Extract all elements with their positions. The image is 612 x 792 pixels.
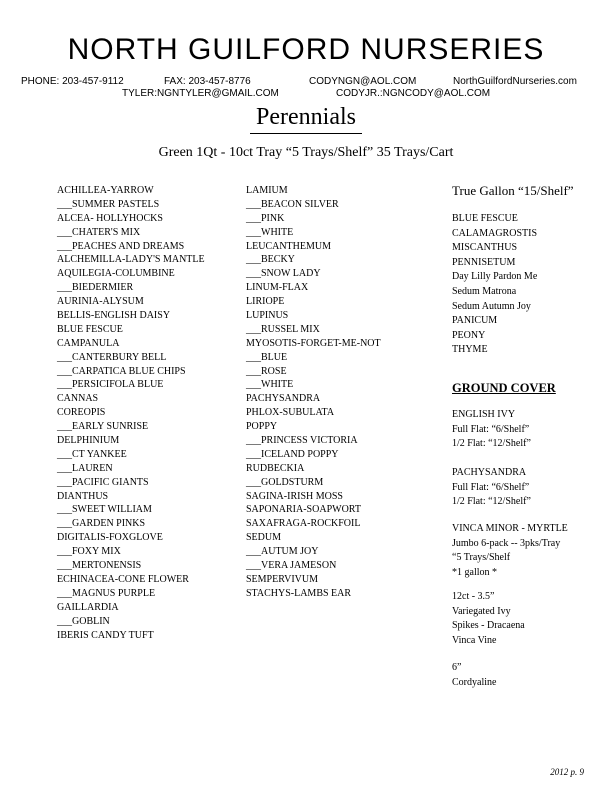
- ground-cover-line: 12ct - 3.5”: [452, 591, 495, 602]
- plant-item: ALCHEMILLA-LADY'S MANTLE: [57, 254, 205, 266]
- website-link[interactable]: NorthGuilfordNurseries.com: [453, 76, 577, 87]
- plant-item: ___CANTERBURY BELL: [57, 351, 167, 363]
- plant-item: RUDBECKIA: [246, 462, 305, 474]
- ground-cover-line: Vinca Vine: [452, 634, 497, 646]
- plant-item: MYOSOTIS-FORGET-ME-NOT: [246, 337, 381, 349]
- ground-cover-ivy: [452, 408, 531, 452]
- ground-cover-line: ENGLISH IVY: [452, 409, 516, 420]
- true-gallon-item: PENNISETUM: [452, 256, 516, 268]
- plant-item: ___GOBLIN: [57, 615, 110, 627]
- plant-item: ___GARDEN PINKS: [57, 518, 146, 530]
- true-gallon-item: Day Lilly Pardon Me: [452, 271, 538, 283]
- page-number: 2012 p. 9: [550, 767, 584, 777]
- fax-text: FAX: 203-457-8776: [164, 76, 251, 87]
- plant-item: LIRIOPE: [246, 296, 285, 308]
- ground-cover-12ct: [452, 590, 525, 648]
- plant-item: ___CHATER'S MIX: [57, 226, 141, 238]
- ground-cover-line: PACHYSANDRA: [452, 467, 527, 478]
- plant-item: AQUILEGIA-COLUMBINE: [57, 268, 175, 280]
- ground-cover-6in: [452, 661, 496, 690]
- plant-item: IBERIS CANDY TUFT: [57, 629, 154, 641]
- plant-item: ___AUTUM JOY: [246, 546, 319, 558]
- ground-cover-line: Spikes - Dracaena: [452, 620, 525, 632]
- company-title: NORTH GUILFORD NURSERIES: [67, 33, 545, 66]
- email-tyler[interactable]: TYLER:NGNTYLER@GMAIL.COM: [122, 88, 279, 99]
- ground-cover-line: Full Flat: “6/Shelf”: [452, 423, 530, 435]
- true-gallon-item: Sedum Matrona: [452, 285, 517, 297]
- tray-info-subtitle: Green 1Qt - 10ct Tray “5 Trays/Shelf” 35 Trays/Cart: [158, 145, 454, 160]
- plant-item: ___WHITE: [246, 226, 294, 238]
- plant-item: DIANTHUS: [57, 490, 109, 502]
- true-gallon-item: CALAMAGROSTIS: [452, 227, 538, 239]
- plant-item: LEUCANTHEMUM: [246, 240, 331, 252]
- plant-item: CANNAS: [57, 393, 99, 405]
- ground-cover-vinca: [452, 522, 568, 580]
- plant-item: ___RUSSEL MIX: [246, 323, 320, 335]
- plant-item: ___CARPATICA BLUE CHIPS: [57, 365, 186, 377]
- section-title: Perennials: [256, 104, 356, 130]
- ground-cover-line: 6”: [452, 662, 462, 673]
- ground-cover-line: 1/2 Flat: “12/Shelf”: [452, 496, 531, 508]
- plant-item: COREOPIS: [57, 407, 106, 419]
- ground-cover-line: Jumbo 6-pack -- 3pks/Tray: [452, 537, 561, 549]
- true-gallon-item: BLUE FESCUE: [452, 213, 518, 224]
- plant-item: CAMPANULA: [57, 337, 120, 349]
- ground-cover-line: VINCA MINOR - MYRTLE: [452, 523, 568, 534]
- ground-cover-line: Cordyaline: [452, 676, 497, 688]
- plant-item: ___SNOW LADY: [246, 268, 321, 280]
- plant-item: LAMIUM: [246, 185, 288, 196]
- plant-item: LINUM-FLAX: [246, 282, 309, 294]
- plant-item: ___ICELAND POPPY: [246, 448, 339, 460]
- plant-item: ___EARLY SUNRISE: [57, 421, 149, 433]
- perennials-column-1: [57, 184, 205, 642]
- plant-item: ___CT YANKEE: [57, 448, 127, 460]
- ground-cover-line: Full Flat: “6/Shelf”: [452, 481, 530, 493]
- plant-item: ___MAGNUS PURPLE: [57, 587, 156, 599]
- plant-item: BELLIS-ENGLISH DAISY: [57, 310, 171, 322]
- plant-item: ACHILLEA-YARROW: [57, 185, 154, 196]
- ground-cover-line: Variegated Ivy: [452, 605, 511, 617]
- plant-item: SAXAFRAGA-ROCKFOIL: [246, 518, 361, 530]
- plant-item: GAILLARDIA: [57, 601, 119, 613]
- plant-item: SEDUM: [246, 532, 282, 544]
- plant-item: SEMPERVIVUM: [246, 573, 318, 585]
- plant-item: ___LAUREN: [57, 462, 113, 474]
- true-gallon-heading: True Gallon “15/Shelf”: [452, 183, 574, 198]
- plant-item: ___MERTONENSIS: [57, 560, 142, 572]
- email-codyjr[interactable]: CODYJR.:NGNCODY@AOL.COM: [336, 88, 491, 99]
- plant-item: SAPONARIA-SOAPWORT: [246, 504, 361, 516]
- true-gallon-item: MISCANTHUS: [452, 242, 518, 254]
- plant-item: DIGITALIS-FOXGLOVE: [57, 532, 163, 544]
- true-gallon-item: THYME: [452, 344, 488, 356]
- email-cody[interactable]: CODYNGN@AOL.COM: [309, 76, 417, 87]
- plant-item: ___VERA JAMESON: [246, 560, 337, 572]
- ground-cover-heading: GROUND COVER: [452, 381, 556, 395]
- plant-item: BLUE FESCUE: [57, 323, 123, 335]
- phone-text: PHONE: 203-457-9112: [21, 76, 124, 87]
- plant-item: ___BIEDERMIER: [57, 282, 134, 294]
- true-gallon-item: Sedum Autumn Joy: [452, 300, 531, 312]
- plant-item: SAGINA-IRISH MOSS: [246, 490, 343, 502]
- plant-item: ___PERSICIFOLA BLUE: [57, 379, 164, 391]
- plant-item: ___GOLDSTURM: [246, 476, 324, 488]
- true-gallon-item: PANICUM: [452, 315, 498, 327]
- ground-cover-line: *1 gallon *: [452, 566, 497, 578]
- true-gallon-item: PEONY: [452, 329, 486, 341]
- ground-cover-line: 1/2 Flat: “12/Shelf”: [452, 438, 531, 450]
- title-underline: [250, 133, 362, 134]
- plant-item: DELPHINIUM: [57, 435, 120, 447]
- plant-item: STACHYS-LAMBS EAR: [246, 587, 352, 599]
- plant-item: ___ROSE: [246, 365, 287, 377]
- plant-item: ___WHITE: [246, 379, 294, 391]
- ground-cover-pachysandra: [452, 466, 531, 510]
- plant-item: ___PACIFIC GIANTS: [57, 476, 149, 488]
- plant-item: ___SWEET WILLIAM: [57, 504, 152, 516]
- plant-item: POPPY: [246, 421, 278, 433]
- true-gallon-list: [452, 212, 537, 358]
- plant-item: ___BEACON SILVER: [246, 198, 339, 210]
- plant-item: PHLOX-SUBULATA: [246, 407, 335, 419]
- plant-item: ___PINK: [246, 212, 285, 224]
- plant-item: ___SUMMER PASTELS: [57, 198, 160, 210]
- plant-item: ___PEACHES AND DREAMS: [57, 240, 185, 252]
- ground-cover-line: “5 Trays/Shelf: [452, 552, 511, 564]
- plant-item: ECHINACEA-CONE FLOWER: [57, 573, 189, 585]
- plant-item: AURINIA-ALYSUM: [57, 296, 144, 308]
- perennials-column-2: [246, 184, 381, 601]
- plant-item: ALCEA- HOLLYHOCKS: [57, 212, 163, 224]
- plant-item: ___BECKY: [246, 254, 295, 266]
- plant-item: ___FOXY MIX: [57, 546, 121, 558]
- plant-item: ___BLUE: [246, 351, 288, 363]
- plant-item: ___PRINCESS VICTORIA: [246, 435, 358, 447]
- plant-item: PACHYSANDRA: [246, 393, 321, 405]
- plant-item: LUPINUS: [246, 310, 289, 322]
